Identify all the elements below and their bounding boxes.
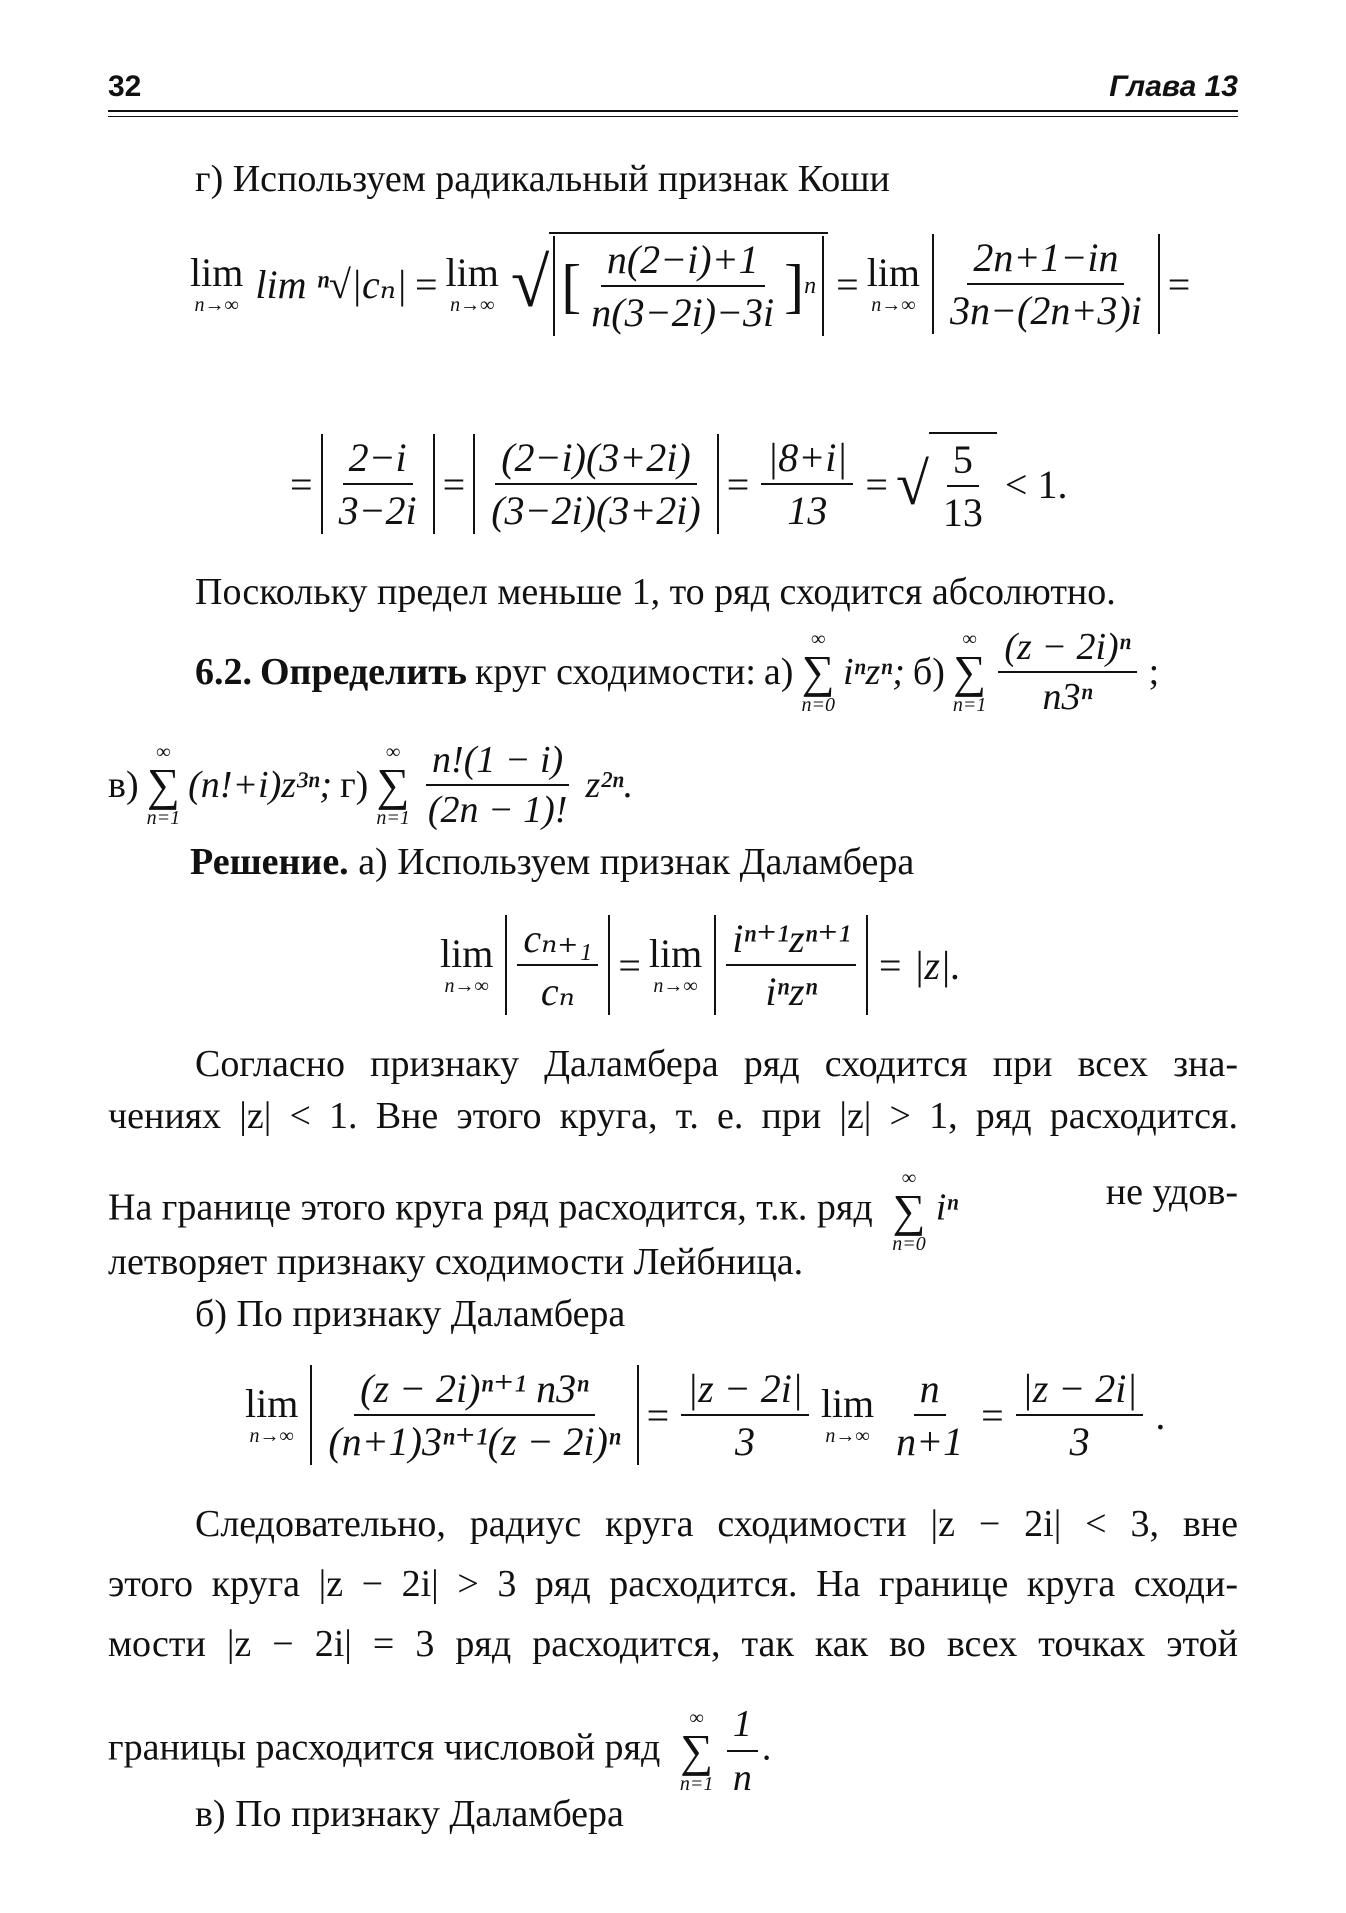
- page-number: 32: [108, 70, 142, 103]
- para-b-2: этого круга |z − 2i| > 3 ряд расходится. На границе круга сходи-: [108, 1563, 1238, 1605]
- task-6-2: 6.2. Определить круг сходимости: а) ∞ ∑ n=0 iⁿzⁿ; б) ∞ ∑ n=1 $\frac{\text{(z − 2i)ⁿ}}{\text{n3ⁿ}}$ ;: [195, 626, 1160, 718]
- cauchy-equation-2: = $\frac{2-i}{3-2i}$ = $\frac{(2-i)(3+2i)}{(3-2i)(3+2i)}$ = $\frac{|8+i|}{13}$ = √ $\frac{5}{13}$ < 1.: [290, 432, 1067, 536]
- sum-sign: ∞ ∑ n=1: [952, 628, 987, 716]
- para-a-1: Согласно признаку Даламбера ряд сходится при всех зна-: [195, 1043, 1238, 1085]
- header-rule-thin: [108, 116, 1238, 117]
- task-6-2-cont: в) ∞ ∑ n=1 (n!+i)z³ⁿ; г) ∞ ∑ n=1 $\frac{n!(1 - i)}{(2n - 1)!}$ z²ⁿ.: [108, 739, 634, 831]
- running-header: [108, 70, 1238, 110]
- lim-operator: lim n→∞: [445, 250, 499, 316]
- conclusion-g: Поскольку предел меньше 1, то ряд сходится абсолютно.: [195, 571, 1116, 613]
- sum-sign: ∞ ∑ n=1: [146, 741, 181, 829]
- para-b-4: границы расходится числовой ряд ∞ ∑ n=1 $\frac{1}{n}$ .: [108, 1700, 1238, 1802]
- sum-sign: ∞ ∑ n=0: [801, 628, 835, 716]
- part-g-intro: г) Используем радикальный признак Коши: [195, 158, 890, 200]
- cauchy-equation-1: lim n→∞ lim ⁿ√|cₙ| = lim n→∞ √ [ $\frac{n(2-i)+1}{n(3-2i)-3i}$ ] n = lim n→∞ $\frac{2n+1-in}{3n-(2n+3)i}$ =: [190, 232, 1190, 336]
- part-v-intro: в) По признаку Даламбера: [195, 1793, 624, 1835]
- lim-operator: lim n→∞: [190, 250, 244, 316]
- part-b-intro: б) По признаку Даламбера: [195, 1293, 626, 1335]
- para-b-1: Следовательно, радиус круга сходимости |z − 2i| < 3, вне: [195, 1503, 1238, 1545]
- para-a-2: чениях |z| < 1. Вне этого круга, т. е. при |z| > 1, ряд расходится.: [108, 1095, 1238, 1137]
- para-a-3: На границе этого круга ряд расходится, т.к. ряд ∞ ∑ n=0 iⁿ не удов-: [108, 1167, 1238, 1255]
- solution-line: Решение. а) Используем признак Даламбера: [190, 841, 915, 883]
- sum-sign: ∞ ∑ n=1: [376, 741, 410, 829]
- chapter-title: Глава 13: [1109, 70, 1238, 103]
- dalembert-b: lim n→∞ $\frac{\text{(z − 2i)ⁿ⁺¹ n3ⁿ}}{\text{(n+1)3ⁿ⁺¹(z − 2i)ⁿ}}$ = $\frac{|z - 2i|}{3}$ lim n→∞ $\frac{n}{n+1}$ = $\frac{|z - 2i|}{3}$ .: [245, 1366, 1166, 1464]
- cauchy-lhs: lim ⁿ√|cₙ|: [255, 261, 407, 307]
- para-a-5: летворяет признаку сходимости Лейбница.: [108, 1241, 804, 1283]
- dalembert-a: lim n→∞ $\frac{\text{cₙ₊₁}}{\text{cₙ}}$ = lim n→∞ $\frac{\text{iⁿ⁺¹zⁿ⁺¹}}{\text{iⁿzⁿ}}$ = |z|.: [440, 916, 961, 1014]
- lim-operator: lim n→∞: [866, 250, 921, 316]
- nth-root: √ [ $\frac{n(2-i)+1}{n(3-2i)-3i}$ ] n: [511, 232, 828, 336]
- header-rule: [108, 110, 1238, 112]
- para-b-3: мости |z − 2i| = 3 ряд расходится, так как во всех точках этой: [108, 1623, 1238, 1665]
